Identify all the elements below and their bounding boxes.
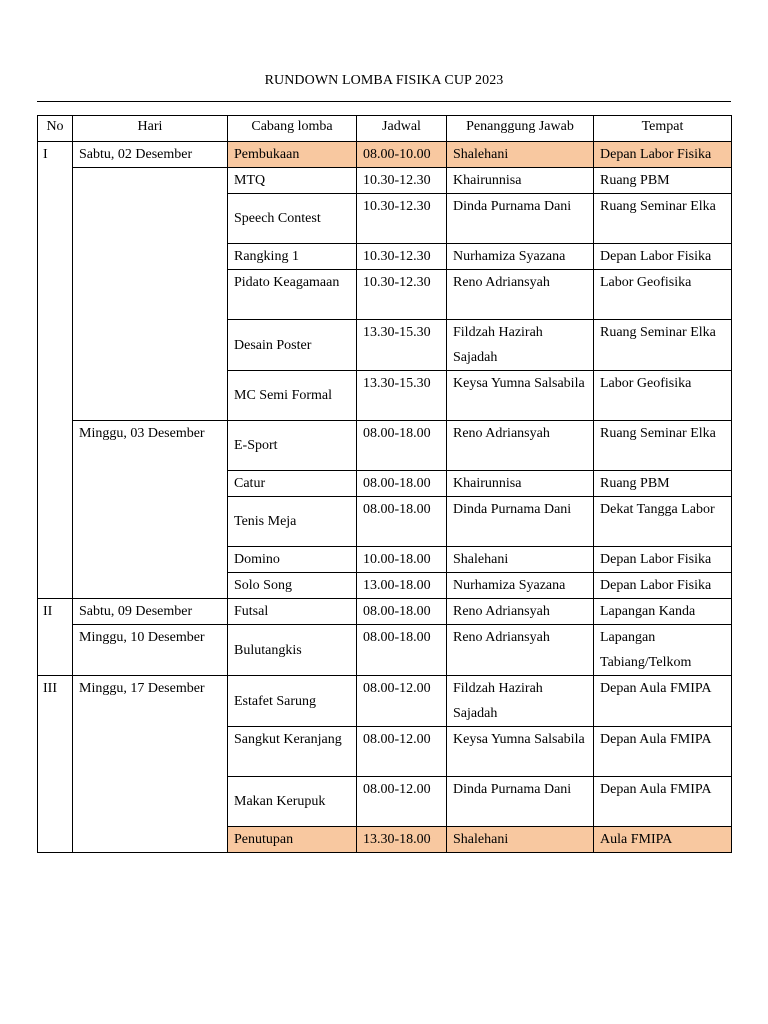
cabang-cell: Desain Poster [228, 320, 357, 371]
pj-cell: Dinda Purnama Dani [447, 194, 594, 244]
cabang-cell: Solo Song [228, 573, 357, 599]
header-hari: Hari [73, 116, 228, 142]
title-divider [37, 101, 731, 102]
pj-cell: Fildzah Hazirah Sajadah [447, 320, 594, 371]
group-number: I [38, 142, 73, 599]
cabang-cell: Bulutangkis [228, 625, 357, 676]
tempat-cell: Lapangan Tabiang/Telkom [594, 625, 732, 676]
jadwal-cell: 08.00-18.00 [357, 497, 447, 547]
tempat-cell: Ruang Seminar Elka [594, 421, 732, 471]
jadwal-cell: 13.30-15.30 [357, 320, 447, 371]
pj-cell: Khairunnisa [447, 471, 594, 497]
table-header-row [38, 116, 732, 142]
tempat-cell: Depan Aula FMIPA [594, 727, 732, 777]
jadwal-cell: 08.00-18.00 [357, 471, 447, 497]
header-no: No [38, 116, 73, 142]
jadwal-cell: 13.30-15.30 [357, 371, 447, 421]
jadwal-cell: 08.00-18.00 [357, 599, 447, 625]
cabang-cell: Pembukaan [228, 142, 357, 168]
jadwal-cell: 08.00-18.00 [357, 421, 447, 471]
pj-cell: Keysa Yumna Salsabila [447, 727, 594, 777]
tempat-cell: Ruang Seminar Elka [594, 320, 732, 371]
cabang-cell: Rangking 1 [228, 244, 357, 270]
pj-cell: Reno Adriansyah [447, 599, 594, 625]
pj-cell: Nurhamiza Syazana [447, 573, 594, 599]
pj-cell: Keysa Yumna Salsabila [447, 371, 594, 421]
header-cabang: Cabang lomba [228, 116, 357, 142]
day-cell: Minggu, 03 Desember [73, 421, 228, 599]
pj-cell: Shalehani [447, 827, 594, 853]
pj-cell: Nurhamiza Syazana [447, 244, 594, 270]
tempat-cell: Labor Geofisika [594, 371, 732, 421]
cabang-cell: Tenis Meja [228, 497, 357, 547]
jadwal-cell: 10.30-12.30 [357, 244, 447, 270]
jadwal-cell: 08.00-10.00 [357, 142, 447, 168]
pj-cell: Reno Adriansyah [447, 625, 594, 676]
header-jadwal: Jadwal [357, 116, 447, 142]
tempat-cell: Ruang PBM [594, 168, 732, 194]
tempat-cell: Depan Labor Fisika [594, 244, 732, 270]
cabang-cell: Makan Kerupuk [228, 777, 357, 827]
jadwal-cell: 10.30-12.30 [357, 168, 447, 194]
day-cell: Sabtu, 09 Desember [73, 599, 228, 625]
cabang-cell: Pidato Keagamaan [228, 270, 357, 320]
document-title: RUNDOWN LOMBA FISIKA CUP 2023 [264, 73, 504, 88]
table-row [38, 421, 732, 471]
jadwal-cell: 10.30-12.30 [357, 194, 447, 244]
tempat-cell: Ruang PBM [594, 471, 732, 497]
pj-cell: Fildzah Hazirah Sajadah [447, 676, 594, 727]
jadwal-cell: 13.00-18.00 [357, 573, 447, 599]
jadwal-cell: 10.30-12.30 [357, 270, 447, 320]
tempat-cell: Labor Geofisika [594, 270, 732, 320]
table-row [38, 599, 732, 625]
day-cell: Sabtu, 02 Desember [73, 142, 228, 168]
group-number: III [38, 676, 73, 853]
cabang-cell: Domino [228, 547, 357, 573]
group-number: II [38, 599, 73, 676]
day-cell: Minggu, 17 Desember [73, 676, 228, 853]
tempat-cell: Lapangan Kanda [594, 599, 732, 625]
cabang-cell: Estafet Sarung [228, 676, 357, 727]
jadwal-cell: 08.00-12.00 [357, 727, 447, 777]
table-row [38, 625, 732, 676]
rundown-table [37, 115, 732, 853]
jadwal-cell: 13.30-18.00 [357, 827, 447, 853]
jadwal-cell: 10.00-18.00 [357, 547, 447, 573]
day-cell-empty [73, 168, 228, 421]
cabang-cell: Catur [228, 471, 357, 497]
jadwal-cell: 08.00-12.00 [357, 777, 447, 827]
cabang-cell: Futsal [228, 599, 357, 625]
pj-cell: Dinda Purnama Dani [447, 497, 594, 547]
table-row [38, 676, 732, 727]
tempat-cell: Ruang Seminar Elka [594, 194, 732, 244]
cabang-cell: MC Semi Formal [228, 371, 357, 421]
table-row [38, 142, 732, 168]
tempat-cell: Depan Labor Fisika [594, 142, 732, 168]
tempat-cell: Depan Aula FMIPA [594, 777, 732, 827]
cabang-cell: Penutupan [228, 827, 357, 853]
cabang-cell: Speech Contest [228, 194, 357, 244]
day-cell: Minggu, 10 Desember [73, 625, 228, 676]
tempat-cell: Dekat Tangga Labor [594, 497, 732, 547]
cabang-cell: Sangkut Keranjang [228, 727, 357, 777]
header-tempat: Tempat [594, 116, 732, 142]
tempat-cell: Depan Labor Fisika [594, 573, 732, 599]
cabang-cell: MTQ [228, 168, 357, 194]
pj-cell: Reno Adriansyah [447, 270, 594, 320]
tempat-cell: Depan Labor Fisika [594, 547, 732, 573]
jadwal-cell: 08.00-18.00 [357, 625, 447, 676]
tempat-cell: Aula FMIPA [594, 827, 732, 853]
jadwal-cell: 08.00-12.00 [357, 676, 447, 727]
tempat-cell: Depan Aula FMIPA [594, 676, 732, 727]
header-pj: Penanggung Jawab [447, 116, 594, 142]
pj-cell: Reno Adriansyah [447, 421, 594, 471]
pj-cell: Khairunnisa [447, 168, 594, 194]
cabang-cell: E-Sport [228, 421, 357, 471]
pj-cell: Dinda Purnama Dani [447, 777, 594, 827]
pj-cell: Shalehani [447, 547, 594, 573]
pj-cell: Shalehani [447, 142, 594, 168]
table-row [38, 168, 732, 194]
